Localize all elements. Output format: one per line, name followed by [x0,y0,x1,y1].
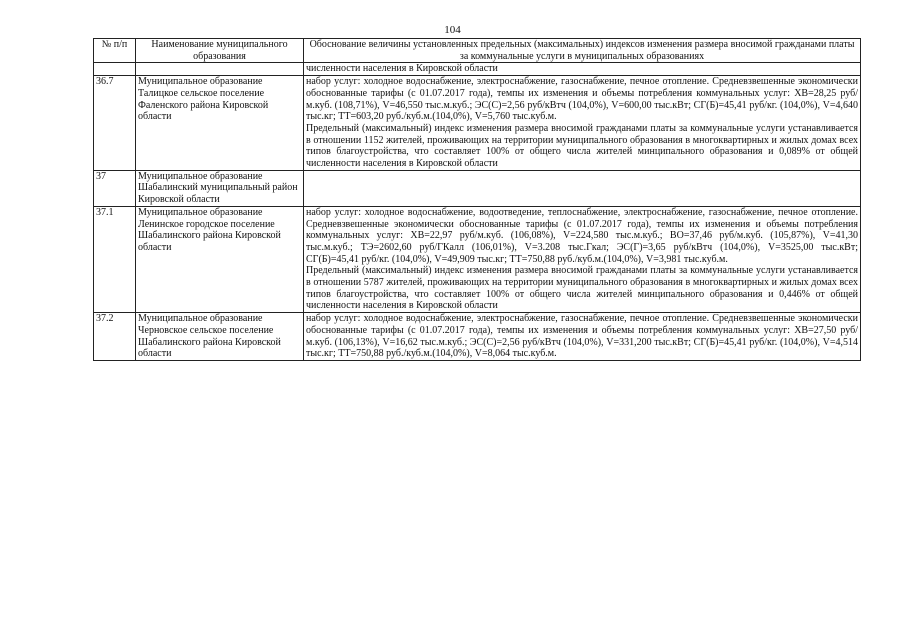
continuation-row [94,63,861,76]
row-num: 37.1 [94,206,136,312]
header-justification: Обоснование величины установленных предельных (максимальных) индексов изменения размера вносимой гражданами платы за коммунальные услуги в муниципальных образованиях [304,39,861,63]
row-justification [304,170,861,206]
row-num: 37 [94,170,136,206]
justification-services: набор услуг: холодное водоснабжение, электроснабжение, газоснабжение, печное отопление. Средневзвешенные экономически обоснованные тарифы (с 01.07.2017 года), темпы их изменения и объемы потребления коммунальных услуг: ХВ=27,50 руб/м.куб. (106,13%), V=16,62 тыс.м.куб.; ЭС(С)=2,56 руб/кВтч (104,0%), V=331,200 тыс.кВт; СГ(Б)=45,41 руб/кг. (104,0%), V=4,514 тыс.кг; ТТ=750,88 руб./куб.м.(104,0%), V=8,064 тыс.куб.м. [306,313,858,360]
continuation-text: численности населения в Кировской области [304,63,861,76]
row-name: Муниципальное образование Черновское сельское поселение Шабалинского района Кировской области [136,313,304,361]
table-row [94,76,861,171]
table-header-row [94,39,861,63]
justification-index: Предельный (максимальный) индекс изменения размера вносимой гражданами платы за коммунальные услуги устанавливается в отношении 5787 жителей, проживающих на территории муниципального образования в многоквартирных и жилых домах всех типов благоустройства, что составляет 100% от общего числа жителей минципального образования и 0,446% от общей численности населения в Кировской области [306,265,858,312]
page-number: 104 [444,24,461,36]
row-name: Муниципальное образование Ленинское городское поселение Шабалинского района Кировской области [136,206,304,312]
row-num: 36.7 [94,76,136,171]
table-row [94,206,861,312]
row-name: Муниципальное образование Шабалинский муниципальный район Кировской области [136,170,304,206]
row-name: Муниципальное образование Талицкое сельское поселение Фаленского района Кировской области [136,76,304,171]
row-justification [304,313,861,361]
justification-services: набор услуг: холодное водоснабжение, водоотведение, теплоснабжение, электроснабжение, газоснабжение, печное отопление. Средневзвешенные экономически обоснованные тарифы (с 01.07.2017 года), темпы их изменения и объемы потребления коммунальных услуг: ХВ=22,97 руб/м.куб. (106,08%), V=224,580 тыс.м.куб.; ВО=37,46 руб/м.куб. (105,87%), V=41,30 тыс.м.куб.; ТЭ=2602,60 руб/ГКалл (106,01%), V=3.208 тыс.Гкал; ЭС(Г)=3,65 руб/кВтч (104,0%), V=3525,00 тыс.кВт; СГ(Б)=45,41 руб/кг. (104,0%), V=49,909 тыс.кг; ТТ=750,88 руб./куб.м.(104,0%), V=3,981 тыс.куб.м. [306,206,858,265]
header-num: № п/п [94,39,136,63]
justification-services: набор услуг: холодное водоснабжение, электроснабжение, газоснабжение, печное отопление. Средневзвешенные экономически обоснованные тарифы (с 01.07.2017 года), темпы их изменения и объемы потребления коммунальных услуг: ХВ=28,25 руб/м.куб. (108,71%), V=46,550 тыс.м.куб.; ЭС(С)=2,56 руб/кВтч (104,0%), V=600,00 тыс.кВт; СГ(Б)=45,41 руб/кг. (104,0%), V=4,640 тыс.кг; ТТ=603,20 руб./куб.м.(104,0%), V=5,760 тыс.куб.м. [306,76,858,123]
tariff-table [93,38,861,361]
row-justification [304,206,861,312]
justification-index: Предельный (максимальный) индекс изменения размера вносимой гражданами платы за коммунальные услуги устанавливается в отношении 1152 жителей, проживающих на территории муниципального образования в многоквартирных и жилых домах всех типов благоустройства, что составляет 100% от общего числа жителей минципального образования и 0,089% от общей численности населения в Кировской области [306,122,858,170]
table-row [94,170,861,206]
table-row [94,313,861,361]
row-justification [304,76,861,171]
header-name: Наименование муниципального образования [136,39,304,63]
row-num: 37.2 [94,313,136,361]
